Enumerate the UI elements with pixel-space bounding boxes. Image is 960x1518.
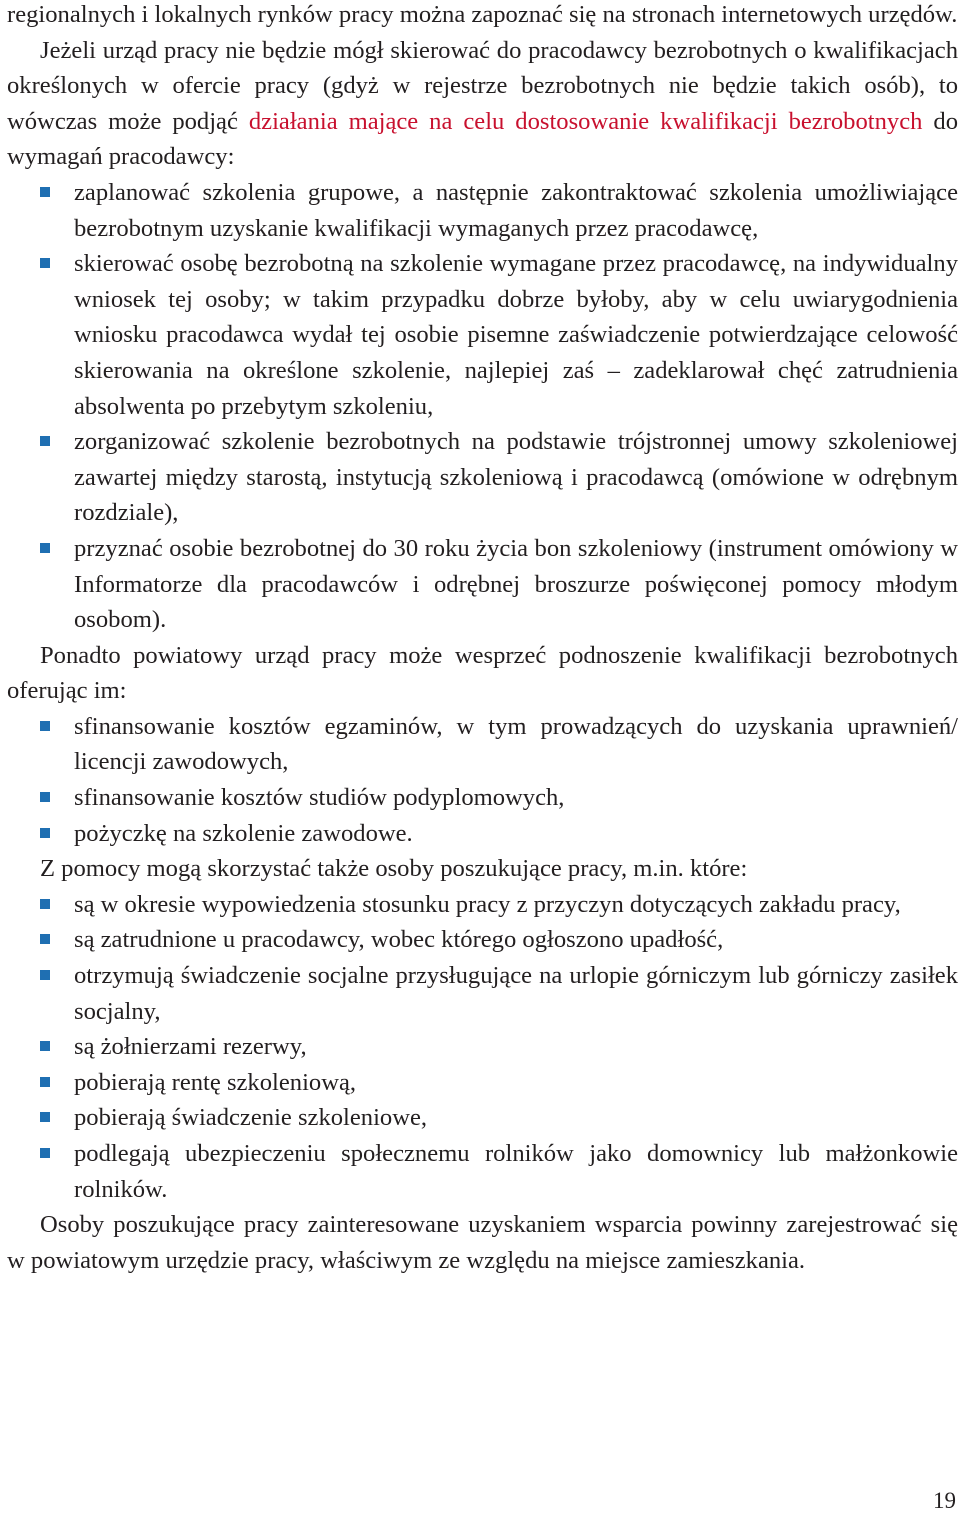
square-bullet-icon <box>40 187 50 197</box>
square-bullet-icon <box>40 721 50 731</box>
list-item: są zatrudnione u pracodawcy, wobec którego ogłoszono upadłość, <box>7 922 958 958</box>
square-bullet-icon <box>40 1041 50 1051</box>
square-bullet-icon <box>40 543 50 553</box>
continuation-paragraph: regionalnych i lokalnych rynków pracy można zapoznać się na stronach internetowych urzędów. <box>7 1 958 28</box>
list-item: sfinansowanie kosztów studiów podyplomowych, <box>7 780 958 816</box>
list-item: pobierają rentę szkoleniową, <box>7 1065 958 1101</box>
list-item: zaplanować szkolenia grupowe, a następnie zakontraktować szkolenia umożliwiające bezrobotnym uzyskanie kwalifikacji wymaganych przez pracodawcę, <box>7 175 958 246</box>
list-item: są żołnierzami rezerwy, <box>7 1029 958 1065</box>
square-bullet-icon <box>40 1112 50 1122</box>
list-item: przyznać osobie bezrobotnej do 30 roku życia bon szkoleniowy (instrument omówiony w Informatorze dla pracodawców i odrębnej broszurze poświęconej pomocy młodym osobom). <box>7 531 958 638</box>
job-seekers-paragraph: Z pomocy mogą skorzystać także osoby poszukujące pracy, m.in. które: <box>40 855 748 883</box>
intro-paragraph <box>7 33 958 175</box>
document-page <box>7 0 958 1278</box>
intro-text-end: do wymagań pracodawcy: <box>7 107 958 171</box>
highlighted-phrase: działania mające na celu dostosowanie kwalifikacji bezrobotnych <box>248 107 923 135</box>
financing-list <box>7 709 958 851</box>
square-bullet-icon <box>40 1148 50 1158</box>
job-seekers-list <box>7 887 958 1207</box>
square-bullet-icon <box>40 828 50 838</box>
list-item: podlegają ubezpieczeniu społecznemu rolników jako domownicy lub małżonkowie rolników. <box>7 1136 958 1207</box>
square-bullet-icon <box>40 970 50 980</box>
square-bullet-icon <box>40 258 50 268</box>
square-bullet-icon <box>40 1077 50 1087</box>
list-item: sfinansowanie kosztów egzaminów, w tym prowadzących do uzyskania uprawnień/ licencji zawodowych, <box>7 709 958 780</box>
list-item: pożyczkę na szkolenie zawodowe. <box>7 816 958 852</box>
list-item: zorganizować szkolenie bezrobotnych na podstawie trójstronnej umowy szkoleniowej zawartej między starostą, instytucją szkoleniową i pracodawcą (omówione w odrębnym rozdziale), <box>7 424 958 531</box>
list-item: pobierają świadczenie szkoleniowe, <box>7 1100 958 1136</box>
training-options-list <box>7 175 958 638</box>
closing-paragraph: Osoby poszukujące pracy zainteresowane uzyskaniem wsparcia powinny zarejestrować się w powiatowym urzędzie pracy, właściwym ze względu na miejsce zamieszkania. <box>7 1211 958 1274</box>
square-bullet-icon <box>40 934 50 944</box>
list-item: są w okresie wypowiedzenia stosunku pracy z przyczyn dotyczących zakładu pracy, <box>7 887 958 923</box>
square-bullet-icon <box>40 792 50 802</box>
intro-text: Jeżeli urząd pracy nie będzie mógł skierować do pracodawcy bezrobotnych o kwalifikacjach określonych w ofercie pracy (gdyż w rejestrze bezrobotnych nie będzie takich osób), to wówczas może podjąć <box>7 36 958 135</box>
list-item: otrzymują świadczenie socjalne przysługujące na urlopie górniczym lub górniczy zasiłek socjalny, <box>7 958 958 1029</box>
square-bullet-icon <box>40 436 50 446</box>
support-paragraph: Ponadto powiatowy urząd pracy może wesprzeć podnoszenie kwalifikacji bezrobotnych oferując im: <box>7 641 958 705</box>
list-item: skierować osobę bezrobotną na szkolenie wymagane przez pracodawcę, na indywidualny wniosek tej osoby; w takim przypadku dobrze byłoby, aby w celu uwiarygodnienia wniosku pracodawca wydał tej osobie pisemne zaświadczenie potwierdzające celowość skierowania na określone szkolenie, najlepiej zaś – zadeklarował chęć zatrudnienia absolwenta po przebytym szkoleniu, <box>7 246 958 424</box>
page-number: 19 <box>933 1488 956 1513</box>
square-bullet-icon <box>40 899 50 909</box>
